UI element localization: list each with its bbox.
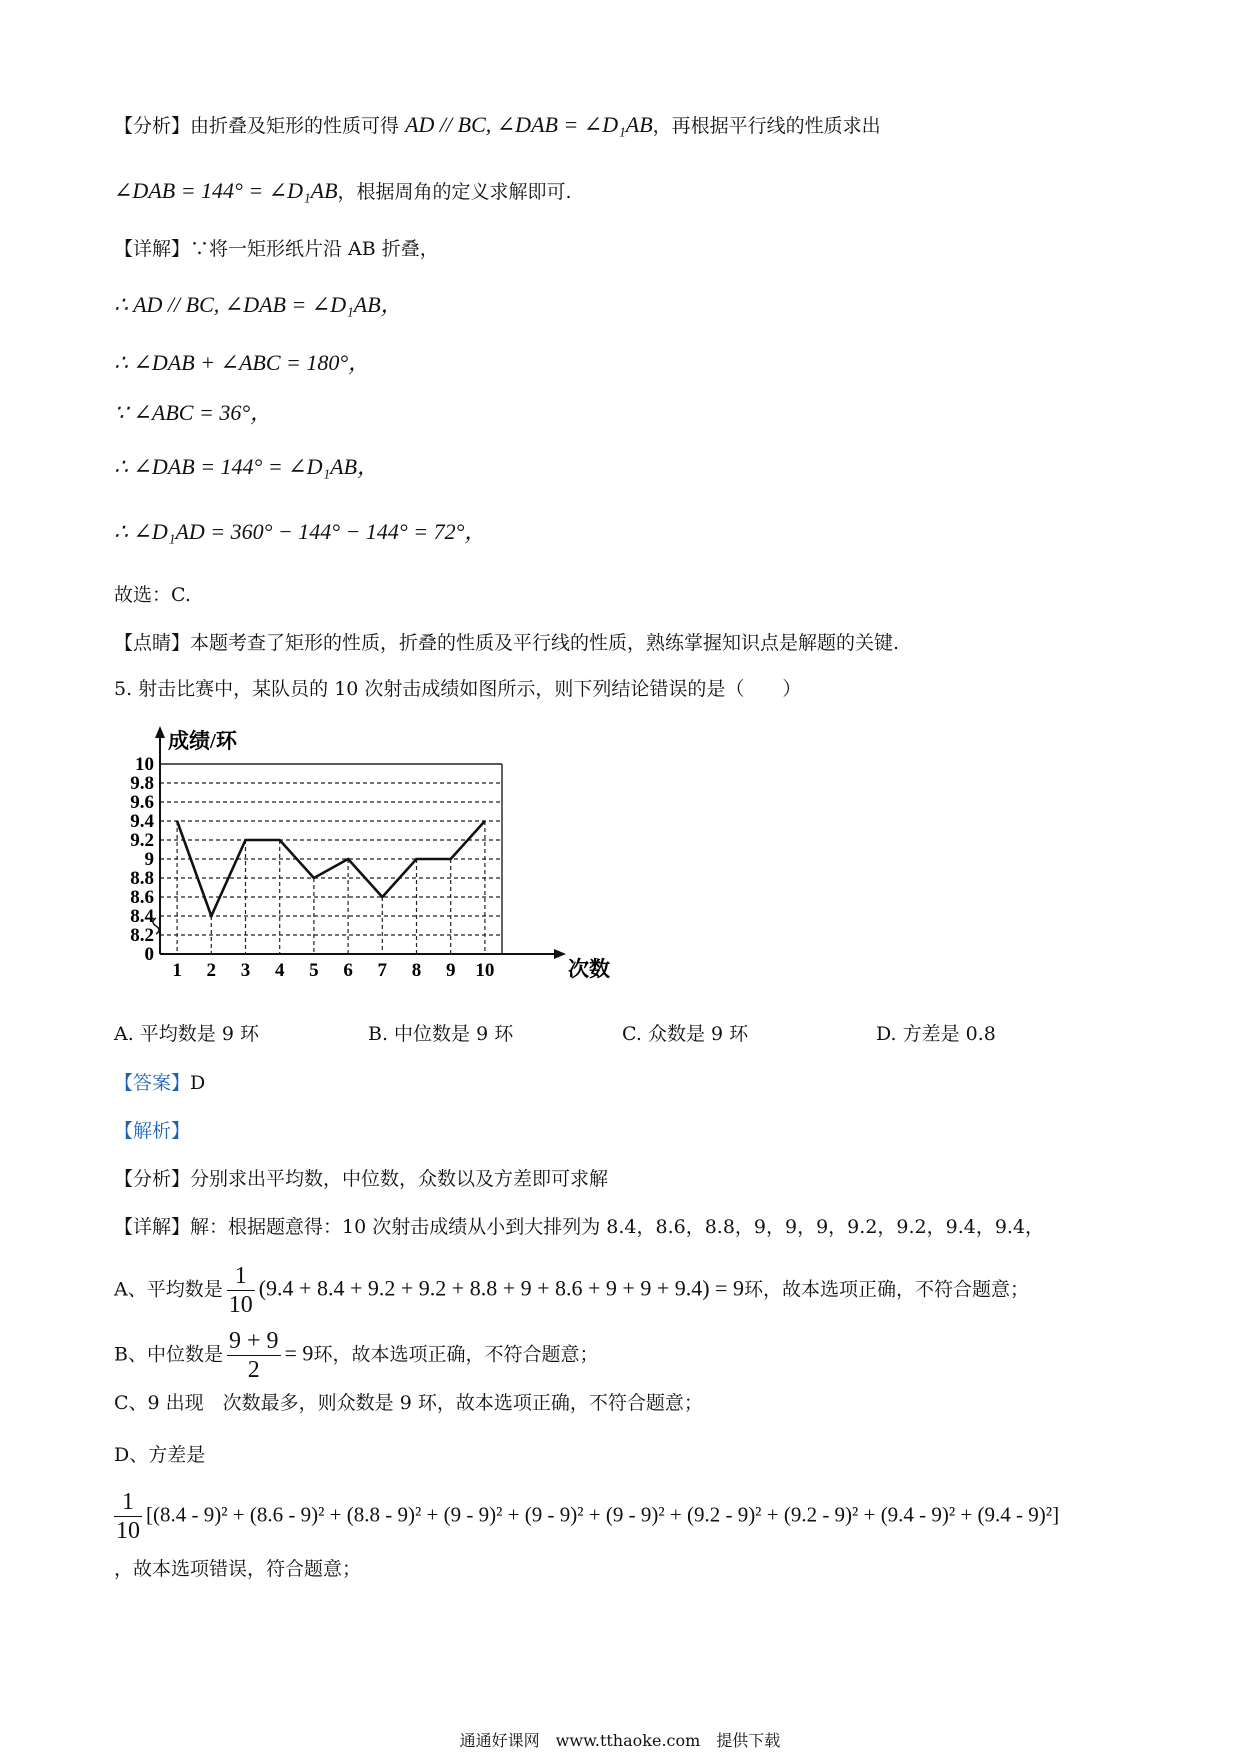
detail-line-1: 【详解】∵将一矩形纸片沿 AB 折叠， [114, 238, 439, 260]
y-tick-label: 8.6 [130, 887, 154, 908]
formula: [(8.4 - 9)² + (8.6 - 9)² + (8.8 - 9)² + (9 - 9)² + (9 - 9)² + (9 - 9)² + (9.2 - 9)² + (9.2 - 9)² + (9.4 - 9)² + (9.4 - 9)²] [146, 1502, 1060, 1527]
step-3: ∵ ∠ABC = 36°， [114, 400, 273, 425]
option-b: B. 中位数是 9 环 [368, 1023, 514, 1045]
analysis-label: 【分析】 [114, 115, 191, 137]
answer-value: D [190, 1072, 206, 1094]
fraction: $\frac{9 + 9}{2}$ [228, 1328, 279, 1383]
choice-line: 故选：C. [114, 584, 191, 606]
step-5: ∴ ∠D₁AD = 360° − 144° − 144° = 72°， [114, 519, 487, 544]
question-5: 5. 射击比赛中，某队员的 10 次射击成绩如图所示，则下列结论错误的是（ ） [114, 678, 802, 700]
y-tick-label: 10 [135, 754, 154, 775]
y-tick-label: 9.4 [130, 811, 154, 832]
x-tick-label: 3 [240, 960, 251, 981]
solution-a: A、平均数是 $\frac{1}{10}$ (9.4 + 8.4 + 9.2 + 9.2 + 8.8 + 9 + 8.6 + 9 + 9 + 9.4) = 9环，故本选项正确，不符合题意； [114, 1263, 1029, 1318]
x-tick-label: 7 [377, 960, 388, 981]
answer-label: 【答案】 [114, 1072, 191, 1094]
x-tick-label: 9 [445, 960, 456, 981]
option-c: C. 众数是 9 环 [622, 1023, 749, 1045]
solution-b: B、中位数是 $\frac{9 + 9}{2}$ = 9环，故本选项正确，不符合题意； [114, 1328, 599, 1383]
page-footer: 通通好课网 www.tthaoke.com 提供下载 [459, 1731, 781, 1750]
x-tick-label: 10 [475, 960, 495, 981]
chart-axes [153, 726, 566, 959]
option-d: D. 方差是 0.8 [876, 1023, 996, 1045]
formula: (9.4 + 8.4 + 9.2 + 9.2 + 8.8 + 9 + 8.6 + 9 + 9 + 9.4) = 9 [258, 1275, 744, 1301]
y-tick-label: 9.6 [130, 792, 154, 813]
x-tick-label: 5 [309, 960, 319, 981]
y-tick-label: 0 [144, 944, 154, 965]
y-tick-labels [130, 754, 154, 965]
x-tick-label: 8 [411, 960, 422, 981]
y-tick-label: 8.4 [130, 906, 154, 927]
x-tick-label: 6 [343, 960, 353, 981]
y-tick-label: 9.2 [130, 830, 154, 851]
formula: AD // BC, ∠DAB = ∠D₁AB [405, 112, 653, 137]
analysis-line-1: 【分析】由折叠及矩形的性质可得 AD // BC, ∠DAB = ∠D₁AB，再根据平行线的性质求出 [114, 112, 881, 137]
solution-d-formula [114, 1488, 1059, 1545]
y-tick-label: 8.8 [130, 868, 154, 889]
detail-label: 【详解】 [114, 238, 191, 260]
formula: ∠DAB = 144° = ∠D₁AB [114, 178, 338, 203]
solution-d-conclusion: ，故本选项错误，符合题意； [114, 1558, 362, 1580]
step-1: ∴ AD // BC, ∠DAB = ∠D₁AB， [114, 292, 403, 317]
x-tick-label: 4 [274, 960, 285, 981]
x-tick-label: 2 [206, 960, 217, 981]
score-line-chart [110, 718, 630, 998]
comment-label: 【点睛】 [114, 632, 191, 654]
x-axis-label: 次数 [568, 957, 610, 981]
fraction: $\frac{1}{10}$ [116, 1489, 140, 1544]
solution-detail: 【详解】解：根据题意得：10 次射击成绩从小到大排列为 8.4，8.6，8.8，9，9，9，9.2，9.2，9.4，9.4， [114, 1216, 1045, 1238]
y-tick-label: 9 [144, 849, 154, 870]
solution-d-label: D、方差是 [114, 1444, 206, 1466]
solution-analysis: 【分析】分别求出平均数，中位数，众数以及方差即可求解 [114, 1168, 609, 1190]
formula: = 9 [284, 1340, 314, 1366]
y-axis-label: 成绩/环 [168, 729, 237, 753]
y-tick-label: 8.2 [130, 925, 154, 946]
answer-line [114, 1070, 205, 1096]
y-tick-label: 9.8 [130, 773, 154, 794]
score-line [177, 821, 485, 916]
series-line [177, 821, 485, 916]
x-axis-arrow [554, 949, 566, 959]
fraction: $\frac{1}{10}$ [228, 1263, 253, 1318]
y-axis-arrow [155, 726, 165, 738]
analysis-line-2: ∠DAB = 144° = ∠D₁AB，根据周角的定义求解即可. [114, 178, 572, 203]
step-2: ∴ ∠DAB + ∠ABC = 180°， [114, 350, 371, 375]
step-4: ∴ ∠DAB = 144° = ∠D₁AB， [114, 454, 380, 479]
comment-line: 【点睛】本题考查了矩形的性质，折叠的性质及平行线的性质，熟练掌握知识点是解题的关键. [114, 632, 900, 654]
solution-label: 【解析】 [114, 1120, 191, 1142]
x-tick-labels [172, 960, 494, 981]
option-a: A. 平均数是 9 环 [114, 1023, 259, 1045]
solution-c: C、9 出现 次数最多，则众数是 9 环，故本选项正确，不符合题意； [114, 1392, 703, 1414]
x-tick-label: 1 [172, 960, 182, 981]
